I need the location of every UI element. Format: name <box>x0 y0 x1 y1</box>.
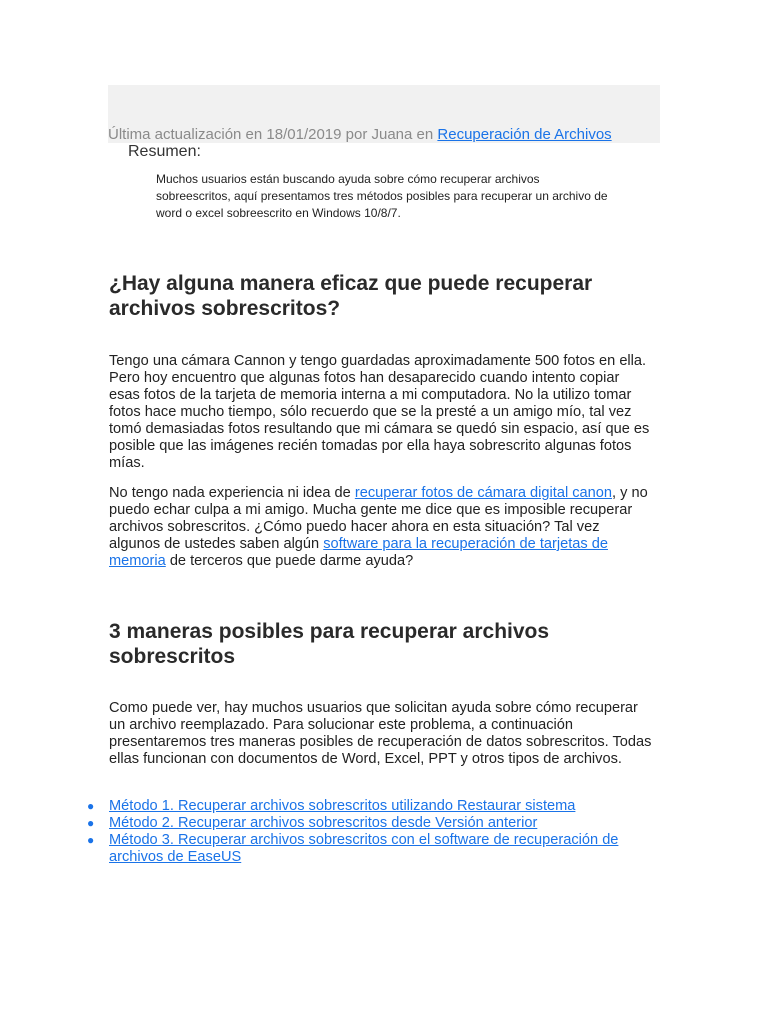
paragraph-text: No tengo nada experiencia ni idea de <box>109 485 355 501</box>
canon-photo-recovery-link[interactable]: recuperar fotos de cámara digital canon <box>354 485 613 501</box>
methods-intro-paragraph: Como puede ver, hay muchos usuarios que solicitan ayuda sobre cómo recuperar un archivo reemplazado. Para solucionar este problema, a continuación presentaremos tres maneras posibles de recuperación de datos sobrescritos. Todas ellas funcionan con documentos de Word, Excel, PPT y otros tipos de archivos. <box>109 700 652 767</box>
paragraph-text: , y no puedo echar culpa a mi amigo. Mucha gente me dice que es imposible recuperar archivos sobrescritos. ¿Cómo puedo hacer ahora en esta situación? Tal vez algunos de ustedes saben algún <box>109 485 648 552</box>
bullet-icon: ● <box>87 799 95 813</box>
method-1-link[interactable]: Método 1. Recuperar archivos sobrescritos utilizando Restaurar sistema <box>109 798 576 814</box>
story-paragraph-2 <box>109 485 654 570</box>
memory-card-software-link[interactable]: software para la recuperación de tarjetas de memoria <box>109 536 608 569</box>
list-item <box>82 832 657 866</box>
method-2-link[interactable]: Método 2. Recuperar archivos sobrescritos desde Versión anterior <box>109 815 538 831</box>
list-item <box>82 815 657 832</box>
summary-label: Resumen: <box>128 143 201 160</box>
section-heading-question: ¿Hay alguna manera eficaz que puede recuperar archivos sobrescritos? <box>109 272 593 320</box>
bullet-icon: ● <box>87 816 95 830</box>
section-heading-methods: 3 maneras posibles para recuperar archivos sobrescritos <box>109 620 550 668</box>
paragraph-text: de terceros que puede darme ayuda? <box>165 553 414 569</box>
methods-list <box>82 798 657 866</box>
bullet-icon: ● <box>87 833 95 847</box>
category-link[interactable]: Recuperación de Archivos <box>437 126 612 143</box>
story-paragraph-1: Tengo una cámara Cannon y tengo guardadas aproximadamente 500 fotos en ella. Pero hoy encuentro que algunas fotos han desaparecido cuando intento copiar esas fotos de la tarjeta de memoria interna a mi computadora. No la utilizo tomar fotos hace mucho tiempo, sólo recuerdo que se la presté a un amigo mío, tal vez tomó demasiadas fotos resultando que mi cámara se quedó sin espacio, así que es posible que las imágenes recién tomadas por ella haya sobrescrito algunas fotos mías. <box>109 353 650 471</box>
method-3-link[interactable]: Método 3. Recuperar archivos sobrescritos con el software de recuperación de archivos de EaseUS <box>109 832 619 865</box>
summary-text: Muchos usuarios están buscando ayuda sobre cómo recuperar archivos sobreescritos, aquí presentamos tres métodos posibles para recuperar un archivo de word o excel sobreescrito en Windows 10/8/7. <box>156 172 608 220</box>
meta-text: Última actualización en 18/01/2019 por Juana en <box>108 126 438 143</box>
list-item <box>82 798 657 815</box>
